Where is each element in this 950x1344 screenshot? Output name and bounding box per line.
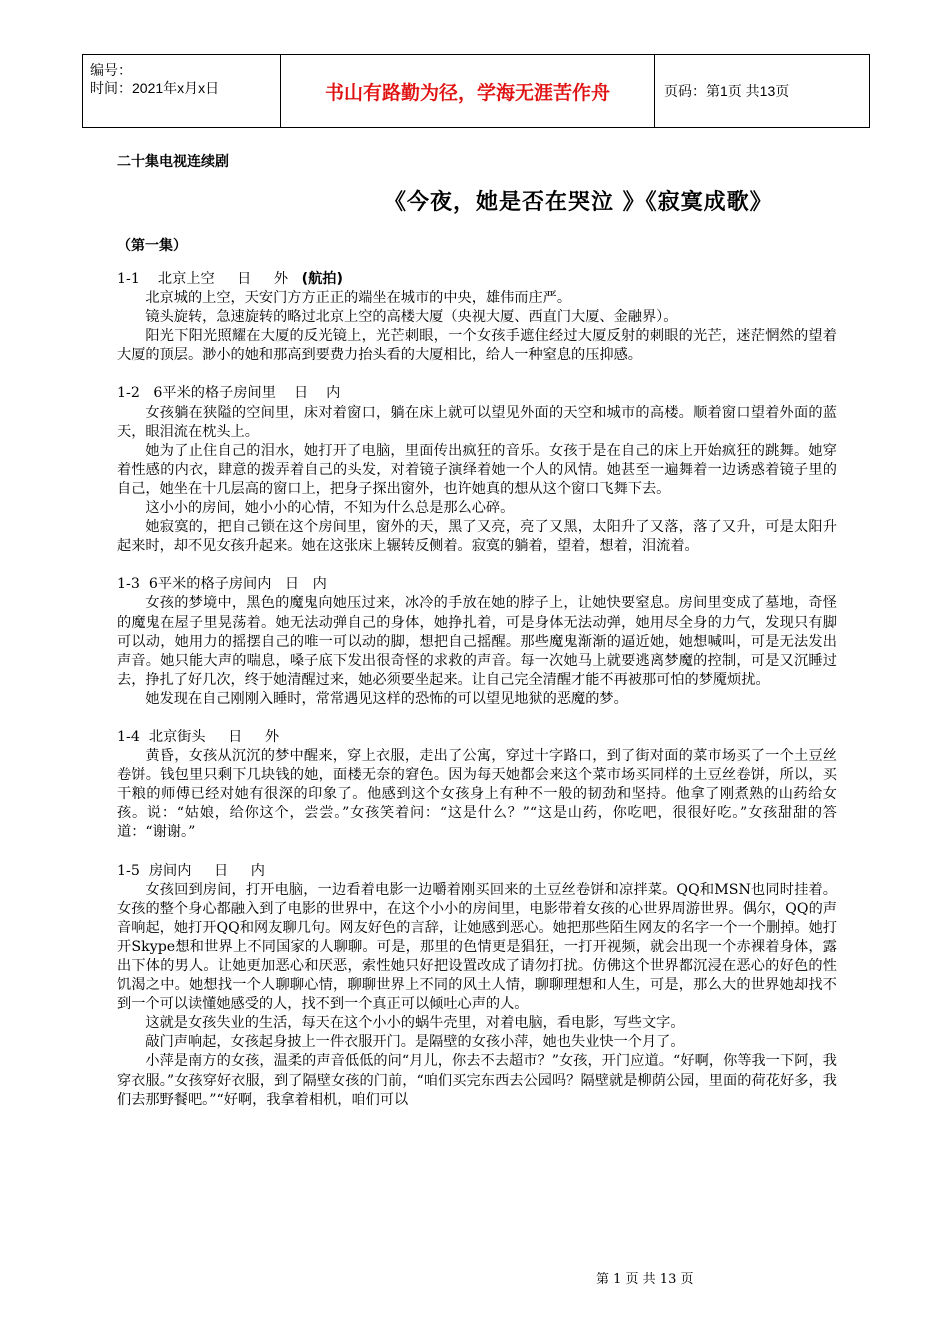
page-footer: 第 1 页 共 13 页 [596,1272,694,1287]
scene-paragraph: 女孩回到房间，打开电脑，一边看着电影一边嚼着刚买回来的土豆丝卷饼和凉拌菜。QQ和MSN也同时挂着。女孩的整个身心都融入到了电影的世界中，在这个小小的房间里，电影带着女孩的心世界周游世界。偶尔，QQ的声音响起，她打开QQ和网友聊几句。网友好色的言辞，让她感到恶心。她把那些陌生网友的名字一个一个删掉。她打开Skype想和世界上不同国家的人聊聊。可是，那里的色情更是猖狂，一打开视频，就会出现一个赤裸着身体，露出下体的男人。让她更加恶心和厌恶，索性她只好把设置改成了请勿打扰。仿佛这个世界都沉浸在恶心的好色的性饥渴之中。她想找一个人聊聊心情，聊聊世界上不同的风土人情，聊聊理想和人生，可是，那么大的世界她却找不到一个可以读懂她感受的人，找不到一个真正可以倾吐心声的人。 [117,881,837,1013]
scene-paragraph: 她为了止住自己的泪水，她打开了电脑，里面传出疯狂的音乐。女孩于是在自己的床上开始疯狂的跳舞。她穿着性感的内衣，肆意的拨弄着自己的头发，对着镜子演绎着她一个人的风情。她甚至一遍舞着一边诱惑着镜子里的自己，她坐在十几层高的窗口上，把身子探出窗外，也许她真的想从这个窗口飞舞下去。 [117,442,837,497]
scene-heading: 1-3 6平米的格子房间内 日 内 [117,576,327,593]
scene-1-2 [117,384,837,556]
scene-paragraph: 她寂寞的，把自己锁在这个房间里，窗外的天，黑了又亮，亮了又黑，太阳升了又落，落了又升，可是太阳升起来时，却不见女孩升起来。她在这张床上辗转反侧着。寂寞的躺着，望着，想着，泪流着。 [117,519,837,555]
scene-heading: 1-5 房间内 日 内 [117,862,265,879]
aerial-tag: (航拍) [301,271,343,287]
number-label: 编号： [90,62,132,78]
scene-paragraph: 敲门声响起，女孩起身披上一件衣服开门。是隔壁的女孩小萍，她也失业快一个月了。 [145,1034,685,1051]
series-subtitle: 二十集电视连续剧 [117,154,229,170]
scene-paragraph: 女孩躺在狭隘的空间里，床对着窗口，躺在床上就可以望见外面的天空和城市的高楼。顺着窗口望着外面的蓝天，眼泪流在枕头上。 [117,404,837,440]
page-code-text: 页码：第1页 共13页 [664,83,790,99]
header-info-cell [83,55,281,127]
scene-1-5 [117,862,837,1110]
episode-label: （第一集） [117,238,187,254]
scene-paragraph: 镜头旋转，急速旋转的略过北京上空的高楼大厦（央视大厦、西直门大厦、金融界）。 [145,309,678,326]
scene-paragraph: 这就是女孩失业的生活，每天在这个小小的蜗牛壳里，对着电脑，看电影，写些文字。 [145,1015,685,1032]
scene-paragraph: 这小小的房间，她小小的心情，不知为什么总是那么心碎。 [145,500,515,517]
header-table [82,54,870,128]
scene-1-4 [117,728,837,843]
scene-heading: 1-1 北京上空 日 外 (航拍) [117,271,343,287]
script-body [117,270,837,1110]
scene-paragraph: 黄昏，女孩从沉沉的梦中醒来，穿上衣服，走出了公寓，穿过十字路口，到了街对面的菜市场买了一个土豆丝卷饼。钱包里只剩下几块钱的她，面楼无奈的窘色。因为每天她都会来这个菜市场买同样的土豆丝卷饼，所以，买干粮的师傅已经对她有很深的印象了。他感到这个女孩身上有种不一般的韧劲和坚持。他拿了刚煮熟的山药给女孩。说：“姑娘，给你这个，尝尝。”女孩笑着问：“这是什么？”“这是山药，你吃吧，很很好吃。”女孩甜甜的答道：“谢谢。” [117,748,837,841]
scene-paragraph: 女孩的梦境中，黑色的魔鬼向她压过来，冰冷的手放在她的脖子上，让她快要窒息。房间里变成了墓地，奇怪的魔鬼在屋子里晃荡着。她无法动弹自己的身体，她挣扎着，可是身体无法动弹，她用尽全身的力气，发现只有脚可以动，她用力的摇摆自己的唯一可以动的脚，想把自己摇醒。那些魔鬼渐渐的逼近她，她想喊叫，可是无法发出声音。她只能大声的喘息，嗓子底下发出很奇怪的求救的声音。每一次她马上就要逃离梦魔的控制，可是又沉睡过去，挣扎了好几次，终于她清醒过来，她必须要坐起来。让自己完全清醒才能不再被那可怕的梦魇烦扰。 [117,595,837,688]
document-title: 《今夜，她是否在哭泣 》《寂寞成歌》 [384,190,773,215]
scene-heading: 1-4 北京街头 日 外 [117,728,280,745]
scene-paragraph: 小萍是南方的女孩，温柔的声音低低的问“月儿，你去不去超市？”女孩，开门应道。“好啊，你等我一下阿，我穿衣服。”女孩穿好衣服，到了隔壁女孩的门前，“咱们买完东西去公园吗？隔壁就是柳荫公园，里面的荷花好多，我们去那野餐吧。”“好啊，我拿着相机，咱们可以 [117,1053,837,1108]
scene-heading: 1-2 6平米的格子房间里 日 内 [117,385,341,402]
scene-1-3 [117,575,837,709]
page-code-cell [655,55,869,127]
time-label: 时间：2021年x月x日 [90,80,220,96]
motto-cell [281,55,655,127]
motto-text: 书山有路勤为径，学海无涯苦作舟 [324,81,610,104]
scene-1-1 [117,270,837,365]
scene-paragraph: 她发现在自己刚刚入睡时，常常遇见这样的恐怖的可以望见地狱的恶魔的梦。 [145,690,628,707]
scene-paragraph: 北京城的上空，天安门方方正正的端坐在城市的中央，雄伟而庄严。 [145,290,572,307]
scene-paragraph: 阳光下阳光照耀在大厦的反光镜上，光芒刺眼，一个女孩手遮住经过大厦反射的刺眼的光芒，迷茫惘然的望着大厦的顶层。渺小的她和那高到要费力抬头看的大厦相比，给人一种窒息的压抑感。 [117,328,837,364]
